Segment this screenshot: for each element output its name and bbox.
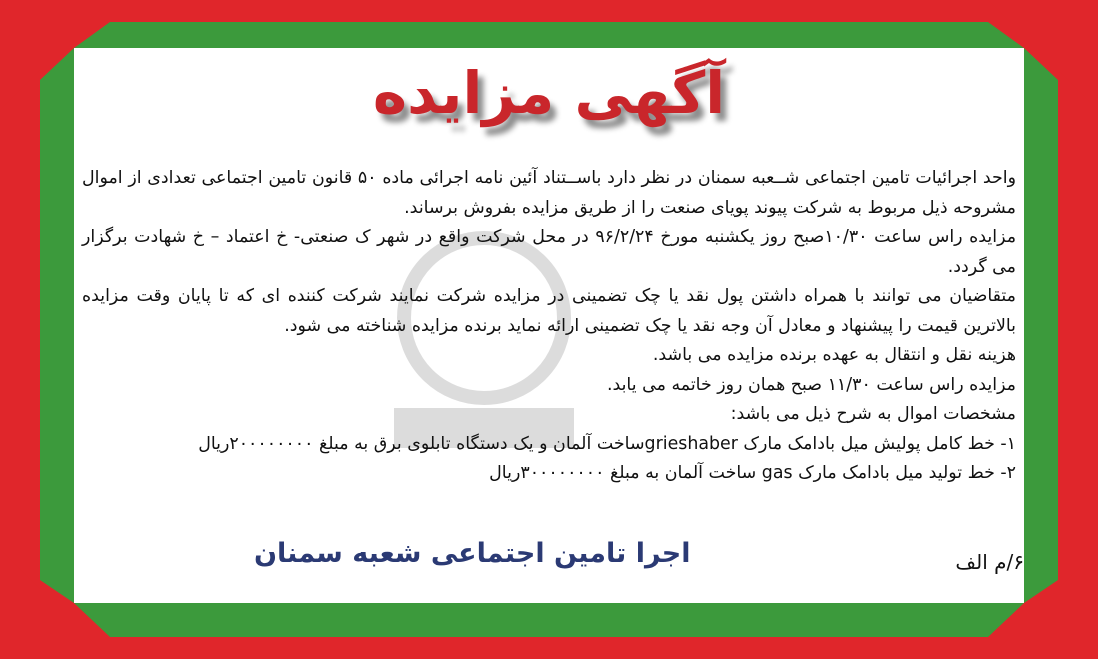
title-area [74,48,1024,138]
paragraph-transfer-cost: هزینه نقل و انتقال به عهده برنده مزایده می باشد. [652,345,1016,365]
paragraph-applicants: متقاضیان می توانند با همراه داشتن پول نقد یا چک تضمینی در مزایده شرکت نمایند شرکت کننده ای که تا پایان وقت مزایده بالاترین قیمت را پیشنهاد و معادل آن وجه نقد یا چک تضمینی ارائه نماید برنده مزایده شناخته می شود. [82,286,1016,336]
paragraph-intro: واحد اجرائیات تامین اجتماعی شــعبه سمنان در نظر دارد باســتناد آئین نامه اجرائی ماده ۵۰ قانون تامین اجتماعی تعدادی از اموال مشروحه ذیل مربوط به شرکت پیوند پویای صنعت را از طریق مزایده بفروش برساند. [82,168,1016,218]
signature: اجرا تامین اجتماعی شعبه سمنان [254,538,691,569]
ad-panel [74,48,1024,603]
ad-code: ۶/م الف [955,550,1024,574]
ad-footer [74,538,1024,588]
item-1: ۱- خط کامل پولیش میل بادامک مارک grieshaberساخت آلمان و یک دستگاه تابلوی برق به مبلغ ۲۰۰۰۰۰۰۰۰ریال [198,433,1016,454]
item-2: ۲- خط تولید میل بادامک مارک gas ساخت آلمان به مبلغ ۳۰۰۰۰۰۰۰۰ریال [489,463,1016,483]
paragraph-end-time: مزایده راس ساعت ۱۱/۳۰ صبح همان روز خاتمه می یابد. [606,374,1016,395]
ad-body [82,164,1016,489]
paragraph-time-place: مزایده راس ساعت ۱۰/۳۰صبح روز یکشنبه مورخ ۹۶/۲/۲۴ در محل شرکت واقع در شهر ک صنعتی- خ اعتماد – خ شهادت برگزار می گردد. [82,227,1017,277]
paragraph-items-heading: مشخصات اموال به شرح ذیل می باشد: [730,404,1016,424]
ad-title: آگهی مزایده [372,59,726,127]
